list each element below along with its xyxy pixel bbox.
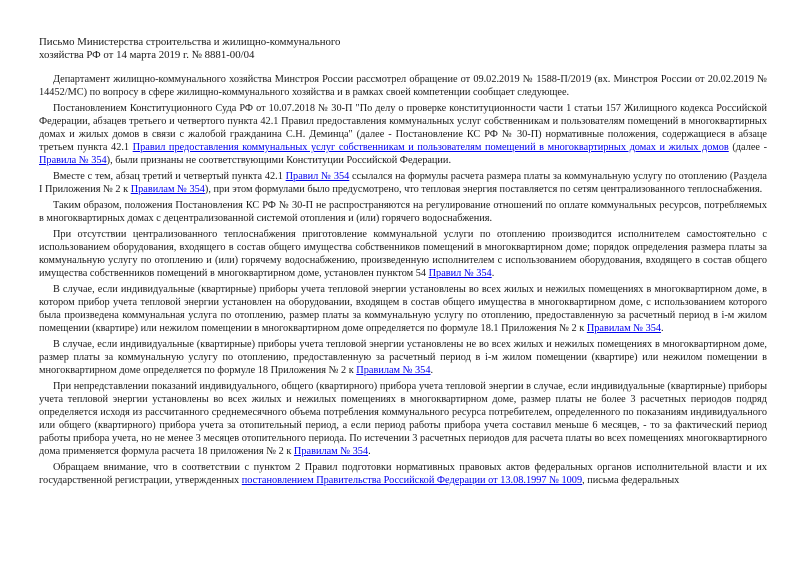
paragraph xyxy=(39,338,767,377)
paragraph xyxy=(39,283,767,335)
document-link[interactable]: Правилам № 354 xyxy=(130,184,205,195)
paragraph-text: При непредставлении показаний индивидуального, общего (квартирного) прибора учета тепловой энергии в случае, если индивидуальные (квартирные) приборы учета тепловой энергии установлены во всех жилых и нежилых помещениях в многоквартирном доме, размер платы не более 3 расчетных периодов подряд определяется исходя из рассчитанного среднемесячного объема потребления коммунального ресурса потребителем, определенного по показаниям индивидуального или общего (квартирного) прибора учета за отопительный период, а если период работы прибора учета составил меньше 6 месяцев, - то за фактический период работы прибора учета, но не менее 3 месяцев отопительного периода. По истечении 3 расчетных периодов для расчета платы во всех помещениях многоквартирного дома применяется формула расчета 18 приложения № 2 к xyxy=(39,381,767,457)
paragraph-text: При отсутствии централизованного теплоснабжения приготовление коммунальной услуги по отоплению производится исполнителем самостоятельно с использованием оборудования, входящего в состав общего имущества собственников помещений в многоквартирном доме; порядок определения размера платы за коммунальную услугу по отоплению и (или) горячему водоснабжению, произведенную исполнителем с использованием оборудования, входящего в состав общего имущества собственников помещений в многоквартирном доме, установлен пунктом 54 xyxy=(39,229,767,279)
document-link[interactable]: Правилам № 354 xyxy=(293,446,369,457)
title-line-1: Письмо Министерства строительства и жилищно-коммунального xyxy=(39,36,341,48)
paragraph-text: Таким образом, положения Постановления КС РФ № 30-П не распространяются на регулирование отношений по оплате коммунальных ресурсов, потребляемых в многоквартирных домах с децентрализованной системой отопления и (или) горячего водоснабжения. xyxy=(39,200,767,224)
document-link[interactable]: Правил № 354 xyxy=(285,171,350,182)
document-link[interactable]: Правилам № 354 xyxy=(586,323,662,334)
paragraph xyxy=(39,170,767,196)
document-link[interactable]: Правил № 354 xyxy=(428,268,492,279)
document-body xyxy=(39,73,767,487)
paragraph-text: . xyxy=(491,268,495,279)
paragraph xyxy=(39,102,767,167)
paragraph-text: ), при этом формулами было предусмотрено, что тепловая энергия поставляется по сетям централизованного теплоснабжения. xyxy=(204,184,763,195)
paragraph-text: . xyxy=(430,365,434,376)
paragraph-text: . xyxy=(368,446,371,457)
paragraph-text: (далее - xyxy=(728,142,767,153)
paragraph-text: В случае, если индивидуальные (квартирные) приборы учета тепловой энергии установлены во всех жилых и нежилых помещениях в многоквартирном доме, в котором прибор учета тепловой энергии установлен на оборудовании, входящем в состав общего имущества в многоквартирном доме, с использованием которого была произведена коммунальная услуга по отоплению, размер платы за коммунальную услугу по отоплению, предоставленную за расчетный период в i-м жилом помещении (квартире) или нежилом помещении в многоквартирном доме определяется по формуле 18.1 Приложения № 2 к xyxy=(39,284,767,334)
document-link[interactable]: Правилам № 354 xyxy=(356,365,431,376)
paragraph-text: В случае, если индивидуальные (квартирные) приборы учета тепловой энергии установлены не во всех жилых и нежилых помещениях в многоквартирном доме, размер платы за коммунальную услугу по отоплению, предоставленную за расчетный период в i-м жилом помещении (квартире) или нежилом помещении в многоквартирном доме определяется по формуле 18 Приложения № 2 к xyxy=(39,339,767,376)
paragraph-text: , письма федеральных xyxy=(582,475,680,486)
paragraph-text: Вместе с тем, абзац третий и четвертый пункта 42.1 xyxy=(53,171,286,182)
document-link[interactable]: Правил предоставления коммунальных услуг собственникам и пользователям помещений в многоквартирных домах и жилых домов xyxy=(132,142,729,153)
paragraph-text: Департамент жилищно-коммунального хозяйства Минстроя России рассмотрел обращение от 09.02.2019 № 1588-П/2019 (вх. Минстроя России от 20.02.2019 № 14452/МС) по вопросу в сфере жилищно-коммунального хозяйства и в рамках своей компетенции сообщает следующее. xyxy=(39,74,767,98)
paragraph-text: Постановлением Конституционного Суда РФ от 10.07.2018 № 30-П "По делу о проверке конституционности части 1 статьи 157 Жилищного кодекса Российской Федерации, абзацев третьего и четвертого пункта 42.1 Правил предоставления коммунальных услуг собственникам и пользователям помещений в многоквартирных домах и жилых домов в связи с жалобой гражданина С.Н. Деминца" (далее - Постановление КС РФ № 30-П) нормативные положения, содержащиеся в абзаце третьем пункта 42.1 xyxy=(39,103,767,153)
title-line-2: хозяйства РФ от 14 марта 2019 г. № 8881-00/04 xyxy=(39,49,255,61)
paragraph xyxy=(39,461,767,487)
paragraph xyxy=(39,199,767,225)
document-link[interactable]: постановлением Правительства Российской Федерации от 13.08.1997 № 1009 xyxy=(241,475,583,486)
paragraph xyxy=(39,73,767,99)
document-title xyxy=(39,36,767,62)
paragraph xyxy=(39,380,767,458)
paragraph-text: . xyxy=(661,323,664,334)
document-link[interactable]: Правила № 354 xyxy=(39,155,107,166)
paragraph xyxy=(39,228,767,280)
paragraph-text: ), были признаны не соответствующими Конституции Российской Федерации. xyxy=(106,155,452,166)
paragraph-text: Обращаем внимание, что в соответствии с пунктом 2 Правил подготовки нормативных правовых актов федеральных органов исполнительной власти и их государственной регистрации, утвержденных xyxy=(39,462,767,486)
paragraph-text: ссылался на формулы расчета размера платы за коммунальную услугу по отоплению (Раздела I Приложения № 2 к xyxy=(39,171,767,195)
